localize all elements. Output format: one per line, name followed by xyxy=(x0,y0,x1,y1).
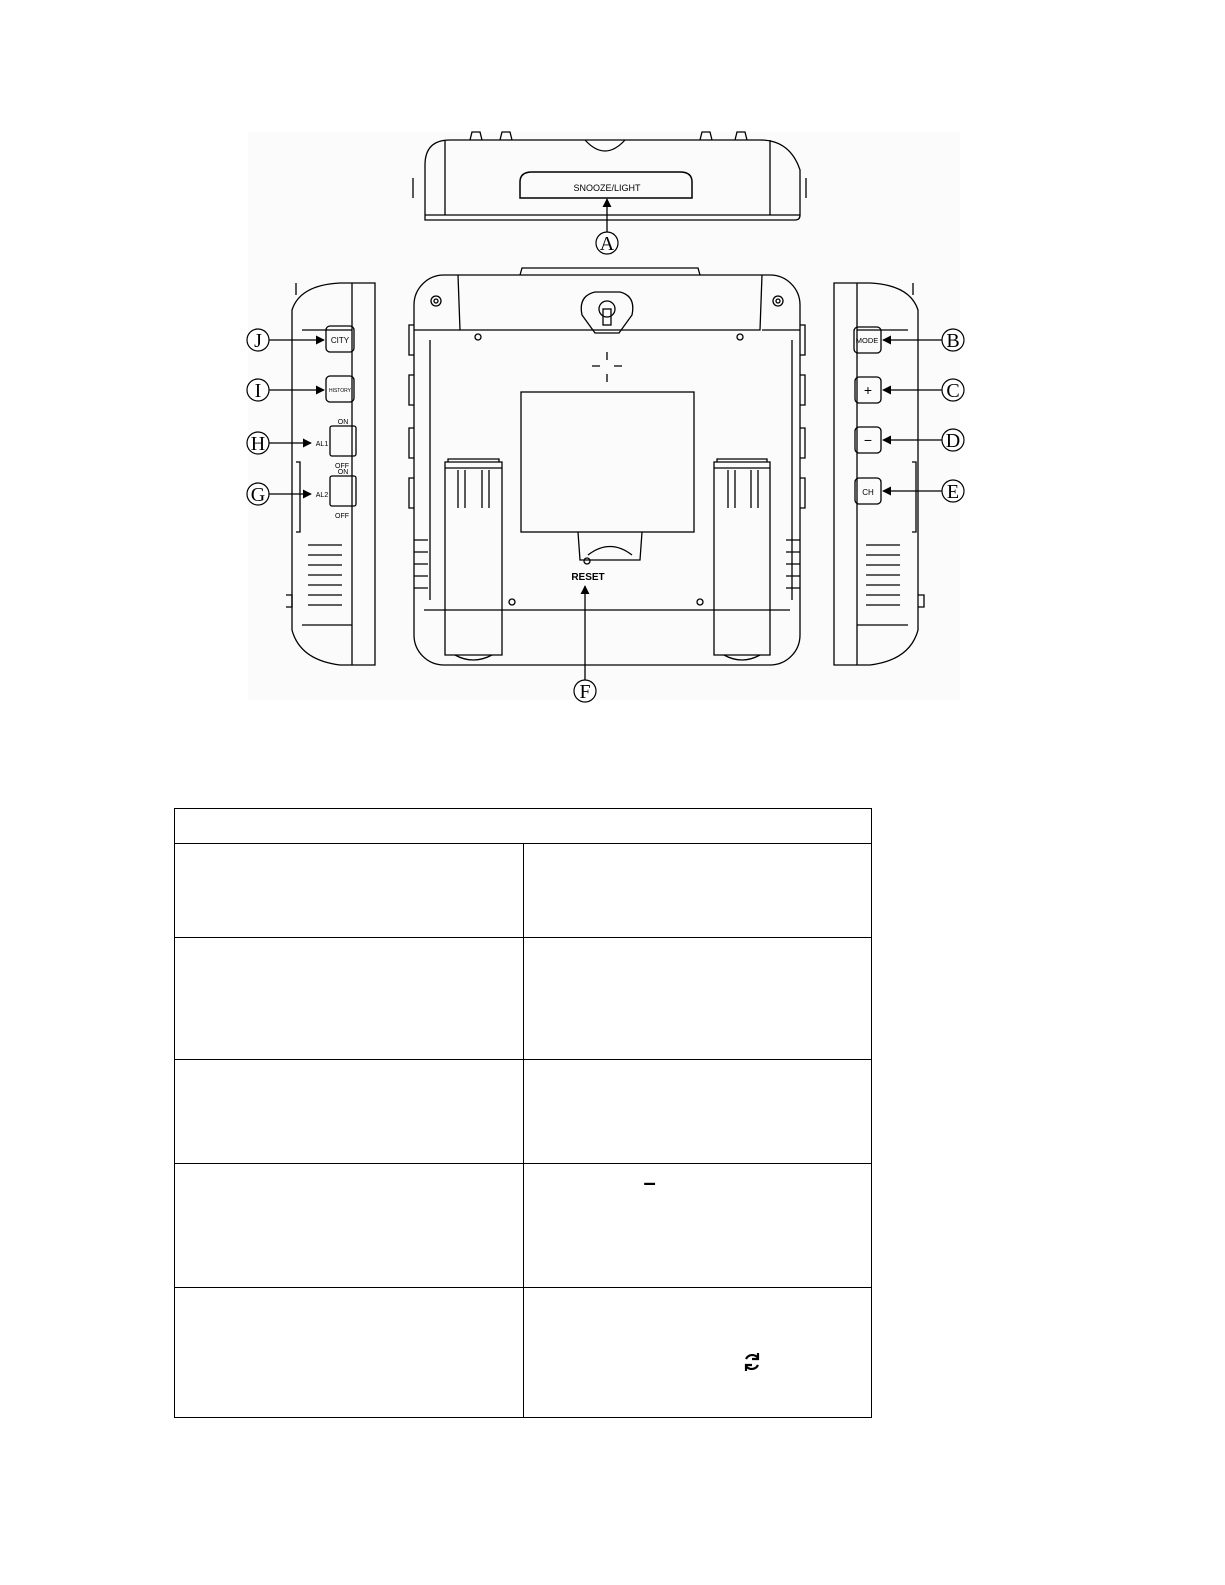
table-cell-description xyxy=(523,1060,872,1164)
table-row xyxy=(175,1060,872,1164)
callout-h xyxy=(247,432,269,455)
callout-i xyxy=(247,379,269,402)
table-header-cell xyxy=(175,809,872,844)
callout-g xyxy=(247,483,269,506)
minus-button-label: − xyxy=(863,432,873,448)
svg-text:C: C xyxy=(946,380,960,402)
callout-j xyxy=(247,329,269,352)
minus-symbol: – xyxy=(643,1170,656,1195)
svg-text:H: H xyxy=(250,433,266,455)
svg-text:G: G xyxy=(250,484,266,506)
table-header-row xyxy=(175,809,872,844)
svg-text:D: D xyxy=(945,430,961,452)
al1-label: AL1 xyxy=(315,441,329,448)
svg-text:I: I xyxy=(254,380,262,402)
callout-f xyxy=(574,680,596,703)
callout-c xyxy=(942,379,964,402)
table-row xyxy=(175,844,872,938)
al2-on-label: ON xyxy=(337,469,349,476)
snooze-light-label: SNOOZE/LIGHT xyxy=(573,183,641,193)
city-button-label: CITY xyxy=(330,336,350,345)
table-cell-description xyxy=(523,844,872,938)
table-cell-key xyxy=(175,1288,524,1418)
al2-off-label: OFF xyxy=(335,513,349,520)
svg-text:F: F xyxy=(579,681,591,703)
reset-label: RESET xyxy=(571,572,605,583)
svg-text:E: E xyxy=(946,481,960,503)
al1-off-label: OFF xyxy=(335,463,349,470)
table-cell-description xyxy=(523,1164,872,1288)
device-diagram xyxy=(0,0,1225,790)
svg-text:B: B xyxy=(946,330,960,352)
table-cell-description xyxy=(523,938,872,1060)
mode-button-label: MODE xyxy=(855,336,879,345)
callout-d xyxy=(942,429,964,452)
button-function-table xyxy=(174,808,872,1418)
table-cell-key xyxy=(175,1060,524,1164)
callout-a xyxy=(596,232,618,255)
table-cell-description xyxy=(523,1288,872,1418)
svg-text:J: J xyxy=(254,330,262,352)
svg-text:A: A xyxy=(599,233,615,255)
plus-button-label: + xyxy=(863,382,873,398)
al1-on-label: ON xyxy=(337,419,349,426)
table-row xyxy=(175,1288,872,1418)
callout-b xyxy=(942,329,964,352)
table-cell-key xyxy=(175,844,524,938)
table-cell-key xyxy=(175,1164,524,1288)
ch-button-label: CH xyxy=(862,488,874,497)
history-button-label: HISTORY xyxy=(328,388,352,394)
al2-label: AL2 xyxy=(315,492,329,499)
table-cell-key xyxy=(175,938,524,1060)
callout-e xyxy=(942,480,964,503)
table-row xyxy=(175,938,872,1060)
table-row xyxy=(175,1164,872,1288)
sync-icon xyxy=(740,1350,764,1374)
